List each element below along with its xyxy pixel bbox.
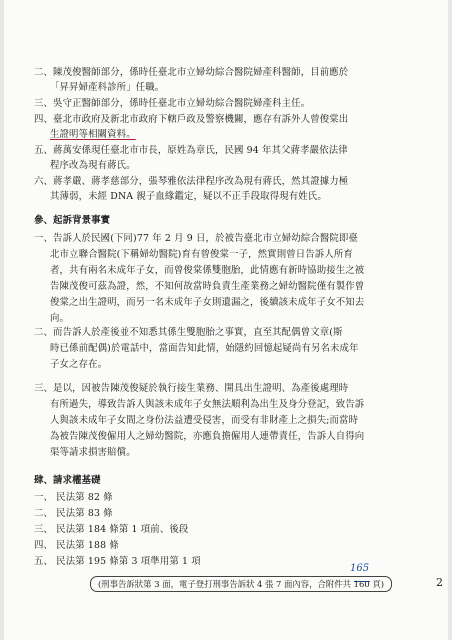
- para-1-line-2: 北市立聯合醫院(下稱婦幼醫院)育有曾俊棠一子，然實則曾日告訴人所育: [50, 249, 353, 260]
- item-5-line-1: 五、蔣萬安係現任臺北市市長，原姓為章氏，民國 94 年其父蔣孝嚴依法律: [34, 145, 348, 156]
- para-2-line-2: 時已係前配偶)於電話中，當面告知此情，始隱約回憶起疑尚有另名未成年: [50, 343, 359, 354]
- claim-item: 五、 民法第 195 條第 3 項準用第 1 項: [34, 556, 201, 567]
- para-3-line-3: 人與該未成年子女間之身份法益遭受侵害，而受有非財產上之損失;而當時: [50, 415, 359, 426]
- item-4-line-1: 四、臺北市政府及新北市政府下轄戶政及警察機關，應存有訴外人曾俊棠出: [34, 114, 349, 125]
- para-3-line-5: 渠等請求損害賠償。: [50, 447, 136, 458]
- item-5-line-2: 程序改為現有蔣氏。: [50, 160, 136, 171]
- para-1-line-5: 俊棠之出生證明，而另一名未成年子女則遺漏之，後續該未成年子女不知去: [50, 297, 365, 308]
- item-6-line-2: 其薄弱，未經 DNA 親子血緣鑑定，疑以不正手段取得現有姓氏。: [50, 191, 327, 202]
- section-3-heading: 參、起訴背景事實: [34, 215, 111, 226]
- claim-item: 三、 民法第 184 條第 1 項前、後段: [34, 524, 189, 535]
- item-3-line-1: 三、吳守正醫師部分，係時任臺北市立婦幼綜合醫院婦產科主任。: [34, 98, 311, 109]
- para-3-line-2: 有所過失，導致告訴人與該未成年子女無法順利為出生及身分登記，致告訴: [50, 399, 365, 410]
- para-1-line-6: 向。: [50, 313, 70, 324]
- item-2-line-2: 「昇昇婦產科診所」任職。: [50, 82, 165, 93]
- para-1-line-3: 者，共有兩名未成年子女，而曾俊棠係雙胞胎，此情應有新時協助接生之被: [50, 265, 365, 276]
- para-2-line-3: 子女之存在。: [50, 359, 108, 370]
- item-2-line-1: 二、陳茂俊醫師部分，係時任臺北市立婦幼綜合醫院婦產科醫師，目前應於: [34, 67, 349, 78]
- footer-note: (刑事告訴狀第 3 面，電子登打刑事告訴狀 4 張 7 面內容，合附件共 160 頁): [90, 576, 392, 592]
- para-3-line-4: 為被告陳茂俊僱用人之婦幼醫院，亦應負擔僱用人連帶責任，告訴人自得向: [50, 431, 365, 442]
- para-3-line-1: 三、是以，因被告陳茂俊疑於執行接生業務、開具出生證明、為產後處理時: [34, 383, 349, 394]
- handwritten-correction: 165: [350, 563, 370, 574]
- para-1-line-4: 告陳茂俊可茲為證，然，不知何故當時負責生產業務之婦幼醫院僅有製作曾: [50, 281, 365, 292]
- section-4-heading: 肆、請求權基礎: [34, 475, 101, 486]
- claim-item: 二、 民法第 83 條: [34, 508, 113, 519]
- item-4-line-2: 生證明等相關資料。: [50, 129, 136, 140]
- page-number: 2: [436, 576, 443, 589]
- para-1-line-1: 一、告訴人於民國(下同)77 年 2 月 9 日，於被告臺北市立婦幼綜合醫院即臺: [34, 233, 358, 244]
- claim-item: 四、 民法第 188 條: [34, 540, 119, 551]
- claim-item: 一、 民法第 82 條: [34, 492, 113, 503]
- para-2-line-1: 二、而告訴人於產後並不知悉其係生雙胞胎之事實，直至其配偶曾文章(斯: [34, 327, 343, 338]
- item-6-line-1: 六、蔣孝嚴、蔣孝慈部分，張琴雅依法律程序改為現有蔣氏，然其證據力極: [34, 176, 349, 187]
- document-page: [4, 0, 448, 640]
